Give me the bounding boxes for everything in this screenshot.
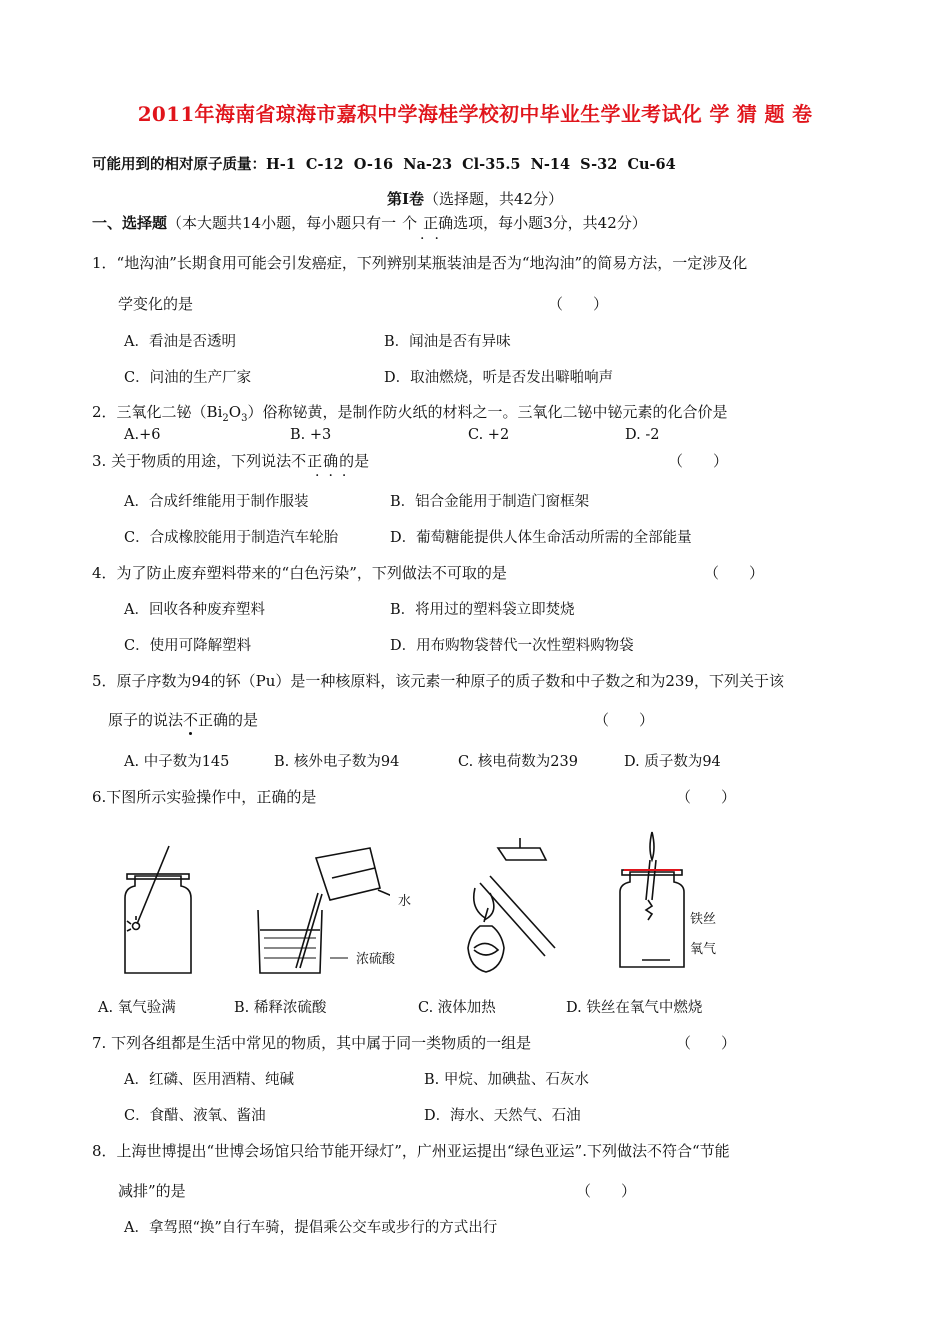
- q6-option-d: D. 铁丝在氧气中燃烧: [566, 1000, 703, 1016]
- q4-stem: 4．为了防止废弃塑料带来的“白色污染”，下列做法不可取的是: [92, 564, 507, 582]
- q3-option-b: B．铝合金能用于制造门窗框架: [390, 494, 590, 510]
- figure-label-water: 水: [398, 894, 412, 909]
- section-heading: [0, 188, 950, 209]
- q4-answer-blank: （ ）: [704, 564, 765, 582]
- q2-stem: [92, 401, 727, 424]
- atomic-masses: [92, 153, 676, 174]
- q3-answer-blank: （ ）: [668, 452, 729, 470]
- q8-option-a: A．拿驾照“换”自行车骑，提倡乘公交车或步行的方式出行: [124, 1220, 498, 1236]
- part1-heading: 一、选择题: [92, 214, 168, 232]
- q3-option-d: D．葡萄糖能提供人体生命活动所需的全部能量: [390, 530, 692, 546]
- figure-label-iron-wire: 铁丝: [690, 912, 717, 927]
- part1-desc-emphasis: 一个: [381, 214, 424, 232]
- q5-option-a: A. 中子数为145: [124, 754, 230, 770]
- q2-option-d: D. -2: [625, 427, 660, 443]
- part1-desc: （本大题共14小题，每小题只有: [167, 214, 382, 232]
- q1-stem: 1．“地沟油”长期食用可能会引发癌症，下列辨别某瓶装油是否为“地沟油”的简易方法，一定涉及化: [92, 254, 748, 272]
- figure-oxygen-test-icon: [105, 838, 215, 978]
- q2-stem-post: ）俗称铋黄，是制作防火纸的材料之一。三氧化二铋中铋元素的化合价是: [247, 403, 728, 421]
- q5-option-c: C. 核电荷数为239: [458, 754, 578, 770]
- q1-option-a: A．看油是否透明: [124, 334, 236, 350]
- exam-title: 2011年海南省琼海市嘉积中学海桂学校初中毕业生学业考试化 学 猜 题 卷: [137, 102, 813, 126]
- q5-stem-line2-pre: 原子的说法: [108, 711, 184, 729]
- q4-option-b: B．将用过的塑料袋立即焚烧: [390, 602, 575, 618]
- q2-stem-mid: O: [228, 403, 242, 421]
- q6-option-a: A. 氧气验满: [98, 1000, 176, 1016]
- q7-option-a: A．红磷、医用酒精、纯碱: [124, 1072, 294, 1088]
- q1-option-c: C．问油的生产厂家: [124, 370, 252, 386]
- q6-option-b: B. 稀释浓硫酸: [234, 1000, 327, 1016]
- q3-option-a: A．合成纤维能用于制作服装: [124, 494, 309, 510]
- q2-stem-pre: 2．三氧化二铋（Bi: [92, 403, 223, 421]
- q5-stem-line2: [108, 709, 258, 730]
- q3-emphasis-dots: ···: [315, 468, 356, 484]
- q8-answer-blank: （ ）: [576, 1182, 637, 1200]
- q4-option-c: C．使用可降解塑料: [124, 638, 252, 654]
- q7-option-c: C．食醋、液氧、酱油: [124, 1108, 266, 1124]
- atomic-masses-values: H-1 C-12 O-16 Na-23 Cl-35.5 N-14 S-32 Cu-64: [266, 156, 676, 173]
- q5-answer-blank: （ ）: [594, 711, 655, 729]
- q7-option-b: B. 甲烷、加碘盐、石灰水: [424, 1072, 589, 1088]
- q4-option-d: D．用布购物袋替代一次性塑料购物袋: [390, 638, 634, 654]
- q5-option-d: D. 质子数为94: [624, 754, 721, 770]
- q3-stem-emphasis: 不正确: [291, 452, 340, 470]
- q5-stem: 5．原子序数为94的钚（Pu）是一种核原料，该元素一种原子的质子数和中子数之和为239，下列关于该: [92, 672, 785, 690]
- q4-option-a: A．回收各种废弃塑料: [124, 602, 265, 618]
- q1-answer-blank: （ ）: [548, 295, 609, 313]
- q7-answer-blank: （ ）: [676, 1034, 737, 1052]
- emphasis-dots: ··: [420, 231, 449, 247]
- q6-stem: 6.下图所示实验操作中，正确的是: [92, 788, 317, 806]
- figure-heating-icon: [440, 838, 570, 983]
- section-name: 第Ⅰ卷: [386, 190, 424, 208]
- q1-option-b: B．闻油是否有异味: [384, 334, 511, 350]
- q3-stem-pre: 3. 关于物质的用途，下列说法: [92, 452, 292, 470]
- q6-option-c: C. 液体加热: [418, 1000, 496, 1016]
- part1-desc-end: 正确选项，每小题3分，共42分）: [423, 214, 647, 232]
- q2-option-c: C. +2: [468, 427, 510, 443]
- q7-stem: 7. 下列各组都是生活中常见的物质，其中属于同一类物质的一组是: [92, 1034, 532, 1052]
- q8-stem-line2: 减排”的是: [118, 1182, 186, 1200]
- section-note: （选择题，共42分）: [423, 190, 564, 208]
- figure-label-sulfuric-acid: 浓硫酸: [356, 952, 396, 967]
- q6-answer-blank: （ ）: [676, 788, 737, 806]
- q5-stem-line2-post: 正确的是: [198, 711, 259, 729]
- q3-stem-post: 的是: [339, 452, 370, 470]
- atomic-masses-label: 可能用到的相对原子质量：: [92, 156, 266, 173]
- q2-subscript-2: 3: [241, 413, 248, 424]
- q8-stem: 8．上海世博提出“世博会场馆只给节能开绿灯”，广州亚运提出“绿色亚运”.下列做法不符合“节能: [92, 1142, 730, 1160]
- figure-label-oxygen: 氧气: [690, 942, 717, 957]
- q5-option-b: B. 核外电子数为94: [274, 754, 400, 770]
- q2-subscript-1: 2: [222, 413, 229, 424]
- figure-iron-wire-icon: [612, 830, 692, 970]
- q7-option-d: D．海水、天然气、石油: [424, 1108, 581, 1124]
- q5-stem-emphasis: 不: [183, 711, 199, 729]
- q1-option-d: D．取油燃烧，听是否发出噼啪响声: [384, 370, 614, 386]
- q2-option-a: A.+6: [124, 427, 161, 443]
- q1-stem-line2: 学变化的是: [118, 295, 194, 313]
- q2-option-b: B. +3: [290, 427, 332, 443]
- part1-intro: [92, 212, 647, 233]
- q3-option-c: C．合成橡胶能用于制造汽车轮胎: [124, 530, 339, 546]
